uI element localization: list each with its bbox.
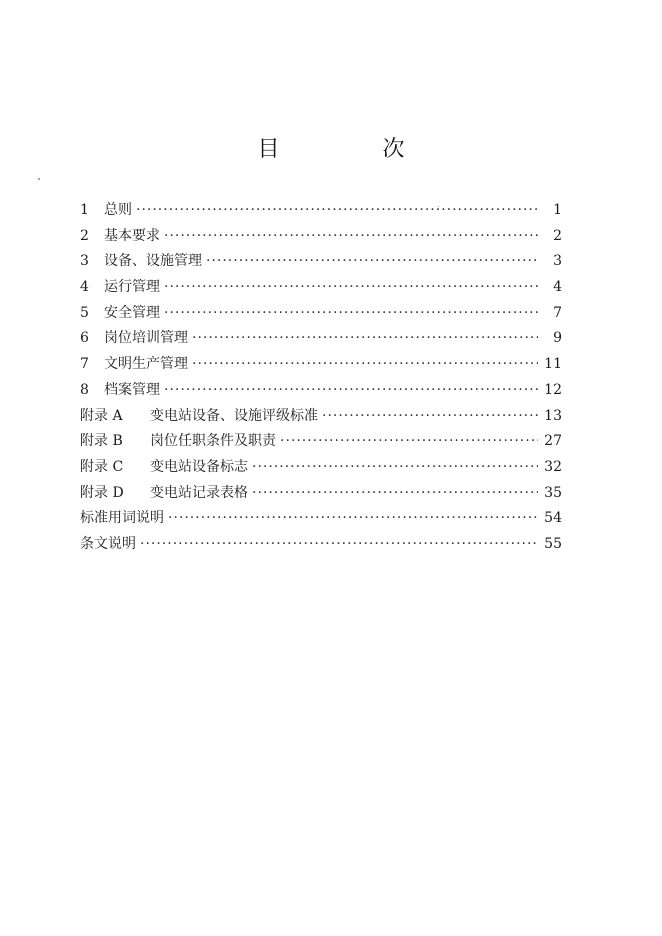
toc-entry-number: 4 bbox=[80, 279, 89, 296]
table-of-contents bbox=[80, 198, 562, 558]
toc-entry[interactable] bbox=[80, 481, 562, 507]
toc-entry-page: 1 bbox=[553, 202, 562, 218]
toc-entry-page: 12 bbox=[544, 381, 562, 398]
toc-entry-title: 条文说明 bbox=[80, 535, 136, 552]
toc-entry-page: 3 bbox=[553, 253, 562, 270]
toc-entry[interactable] bbox=[80, 249, 562, 275]
toc-entry-number: 8 bbox=[80, 381, 89, 398]
toc-dot-leader bbox=[140, 532, 538, 558]
toc-dot-leader bbox=[164, 378, 538, 404]
toc-entry-title: 文明生产管理 bbox=[104, 356, 188, 373]
toc-dot-leader bbox=[164, 301, 538, 327]
toc-dot-leader bbox=[164, 224, 538, 250]
toc-dot-leader bbox=[192, 352, 538, 378]
toc-entry[interactable] bbox=[80, 378, 562, 404]
toc-entry-title: 岗位培训管理 bbox=[104, 330, 188, 347]
toc-dot-leader bbox=[252, 455, 538, 481]
toc-entry[interactable] bbox=[80, 198, 562, 224]
toc-dot-leader bbox=[164, 275, 538, 301]
scan-speck bbox=[438, 206, 439, 207]
toc-entry[interactable] bbox=[80, 429, 562, 455]
toc-entry[interactable] bbox=[80, 275, 562, 301]
toc-entry-page: 55 bbox=[544, 535, 562, 552]
toc-dot-leader bbox=[280, 429, 538, 455]
toc-entry[interactable] bbox=[80, 455, 562, 481]
toc-dot-leader bbox=[136, 198, 538, 224]
toc-entry[interactable] bbox=[80, 404, 562, 430]
toc-entry-title: 变电站记录表格 bbox=[150, 484, 248, 501]
page-title: 目 次 bbox=[257, 137, 453, 162]
toc-entry-title: 变电站设备、设施评级标准 bbox=[150, 407, 318, 424]
toc-entry-page: 32 bbox=[544, 458, 562, 475]
toc-entry-title: 运行管理 bbox=[104, 279, 160, 296]
toc-dot-leader bbox=[322, 404, 538, 430]
toc-entry-page: 13 bbox=[544, 407, 562, 424]
toc-entry-number: 2 bbox=[80, 227, 89, 244]
toc-entry-title: 安全管理 bbox=[104, 304, 160, 321]
toc-entry-number: 5 bbox=[80, 304, 89, 321]
toc-entry[interactable] bbox=[80, 532, 562, 558]
toc-entry-title: 岗位任职条件及职责 bbox=[150, 433, 276, 450]
toc-dot-leader bbox=[168, 506, 538, 532]
toc-entry-page: 54 bbox=[544, 510, 562, 527]
toc-entry-page: 9 bbox=[553, 330, 562, 347]
toc-entry-title: 设备、设施管理 bbox=[104, 253, 202, 270]
toc-entry-page: 2 bbox=[553, 227, 562, 244]
toc-dot-leader bbox=[206, 249, 538, 275]
toc-entry-page: 11 bbox=[544, 356, 562, 373]
toc-entry-title: 标准用词说明 bbox=[80, 510, 164, 527]
toc-entry[interactable] bbox=[80, 301, 562, 327]
toc-entry-number: 附录 D bbox=[80, 484, 124, 501]
toc-entry[interactable] bbox=[80, 224, 562, 250]
toc-entry[interactable] bbox=[80, 326, 562, 352]
toc-entry-number: 附录 B bbox=[80, 433, 123, 450]
toc-entry-page: 7 bbox=[553, 304, 562, 321]
toc-dot-leader bbox=[252, 481, 538, 507]
toc-entry-page: 27 bbox=[544, 433, 562, 450]
toc-entry-number: 6 bbox=[80, 330, 89, 347]
toc-entry-title: 档案管理 bbox=[104, 381, 160, 398]
scan-speck bbox=[38, 178, 40, 180]
toc-entry-number: 3 bbox=[80, 253, 89, 270]
toc-entry[interactable] bbox=[80, 506, 562, 532]
toc-entry-number: 附录 A bbox=[80, 407, 123, 424]
toc-entry-title: 基本要求 bbox=[104, 227, 160, 244]
toc-entry-title: 变电站设备标志 bbox=[150, 458, 248, 475]
toc-dot-leader bbox=[192, 326, 538, 352]
toc-entry[interactable] bbox=[80, 352, 562, 378]
toc-entry-page: 4 bbox=[553, 279, 562, 296]
toc-entry-title: 总则 bbox=[104, 202, 132, 218]
toc-entry-page: 35 bbox=[544, 484, 562, 501]
toc-entry-number: 附录 C bbox=[80, 458, 124, 475]
toc-entry-number: 1 bbox=[80, 202, 89, 218]
toc-entry-number: 7 bbox=[80, 356, 89, 373]
